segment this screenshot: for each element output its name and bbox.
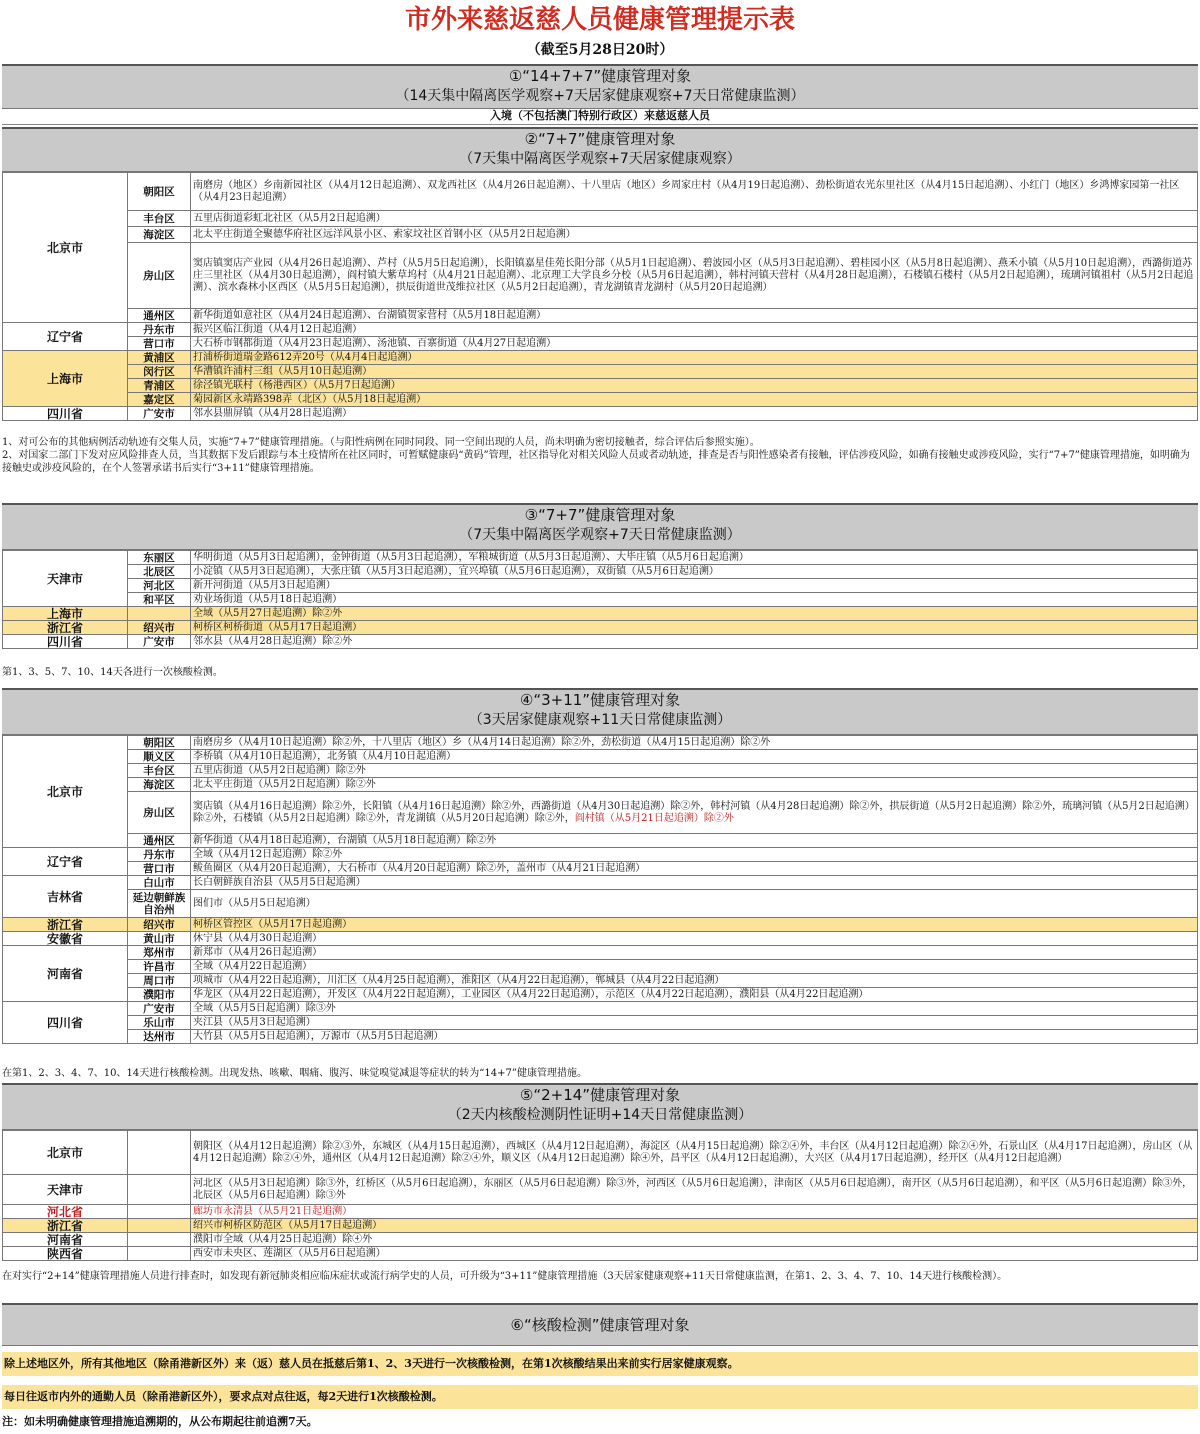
detail-text: 窦店镇窦店产业园（从4月26日起追溯）、芦村（从5月5日起追溯），长阳镇嘉星佳苑长阳分部（从5月1日起追溯）、碧波园小区（从5月3日起追溯）、碧桂园小区（从5月8日起追溯）、燕禾小镇（从5月10日起追溯），西潞街道苏庄三里社区（从4月30日起追溯），阎村镇大紫草坞村（从4月21日起追溯）、北京理工大学良乡分校（从5月6日起追溯），韩村河镇天营村（从4月28日起追溯），石楼镇石楼村（从5月2日起追溯），琉璃河镇祖村（从5月2日起追溯）、滨水森林小区西区（从5月5日起追溯），拱辰街道世茂维拉社区（从5月2日起追溯），青龙湖镇青龙湖村（从5月20日起追溯） [193,257,1194,293]
province-cell: 天津市 [3,1175,128,1205]
detail-text: 新华街道如意社区（从4月24日起追溯）、台湖镇贺家营村（从5月18日起追溯） [193,309,547,321]
section-6-title: ⑥“核酸检测”健康管理对象 [510,1316,690,1334]
detail-text: 夹江县（从5月3日起追溯） [193,1016,316,1028]
detail-text: 五里店街道（从5月2日起追溯）除②外 [193,764,366,776]
province-cell: 四川省 [3,407,128,421]
detail-text: 全域（从4月22日起追溯） [193,960,313,972]
detail-cell [191,988,1198,1002]
city-cell: 许昌市 [128,960,191,974]
city-cell: 丹东市 [128,848,191,862]
detail-text: 邻水县鼎屏镇（从4月28日起追溯） [193,407,353,419]
detail-cell [191,593,1198,607]
region-row [3,764,1198,778]
region-row [3,1247,1198,1261]
region-row [3,974,1198,988]
region-row [3,211,1198,227]
footnote: 注：如未明确健康管理措施追溯期的，从公布期起往前追溯7天。 [2,1415,318,1428]
detail-cell [191,876,1198,890]
detail-cell [191,551,1198,565]
region-row [3,351,1198,365]
detail-cell [191,579,1198,593]
region-row [3,1030,1198,1044]
city-cell [128,1205,191,1219]
section-4-title: ④“3+11”健康管理对象 [519,691,681,709]
detail-cell [191,778,1198,792]
region-row [3,1219,1198,1233]
detail-text: 全域（从4月12日起追溯）除②外 [193,848,343,860]
detail-text: 振兴区临江街道（从4月12日起追溯） [193,323,363,335]
city-cell: 北辰区 [128,565,191,579]
section-1-title: ①“14+7+7”健康管理对象 [508,67,692,85]
region-row [3,876,1198,890]
detail-cell [191,862,1198,876]
province-cell: 天津市 [3,551,128,607]
detail-text: 菊园新区永靖路398弄（北区）（从5月18日起追溯） [193,393,427,405]
detail-text: 休宁县（从4月30日起追溯） [193,932,323,944]
region-row [3,750,1198,764]
province-cell: 安徽省 [3,932,128,946]
city-cell: 营口市 [128,862,191,876]
region-row [3,1016,1198,1030]
detail-cell [191,834,1198,848]
province-cell: 河南省 [3,1233,128,1247]
detail-cell [191,1002,1198,1016]
detail-cell [191,736,1198,750]
section-3-table [2,550,1198,649]
region-row [3,932,1198,946]
detail-text: 绍兴市柯桥区防范区（从5月17日起追溯） [193,1219,383,1231]
city-cell [128,607,191,621]
city-cell: 东丽区 [128,551,191,565]
detail-cell [191,764,1198,778]
region-row [3,579,1198,593]
detail-text: 鲅鱼圈区（从4月20日起追溯），大石桥市（从4月20日起追溯）除②外，盖州市（从4月21日起追溯） [193,862,646,874]
region-row [3,227,1198,243]
city-cell: 闵行区 [128,365,191,379]
detail-cell [191,323,1198,337]
region-row [3,946,1198,960]
province-cell: 北京市 [3,736,128,848]
city-cell: 延边朝鲜族自治州 [128,890,191,918]
detail-text: 全域（从5月27日起追溯）除②外 [193,607,343,619]
detail-cell [191,1247,1198,1261]
detail-text: 新开河街道（从5月3日起追溯） [193,579,336,591]
detail-cell [191,1131,1198,1175]
section-3-note: 第1、3、5、7、10、14天各进行一次核酸检测。 [2,667,223,678]
region-row [3,918,1198,932]
region-row [3,792,1198,834]
province-cell: 陕西省 [3,1247,128,1261]
city-cell: 达州市 [128,1030,191,1044]
region-row [3,736,1198,750]
city-cell: 房山区 [128,792,191,834]
section-3-title: ③“7+7”健康管理对象 [524,506,676,524]
detail-text: 河北区（从5月3日起追溯）除③外，红桥区（从5月6日起追溯），东丽区（从5月6日起追溯）除③外，河西区（从5月6日起追溯），津南区（从5月6日起追溯），南开区（从5月6日起追溯），和平区（从5月6日起追溯）除③外，北辰区（从5月6日起追溯）除③外 [193,1177,1193,1201]
region-row [3,834,1198,848]
detail-text: 南磨房（地区）乡南新园社区（从4月12日起追溯）、双龙西社区（从4月26日起追溯）、十八里店（地区）乡周家庄村（从4月19日起追溯）、劲松街道农光东里社区（从4月15日起追溯）、小红门（地区）乡鸿博家园第一社区（从4月23日起追溯） [193,179,1180,203]
region-row [3,988,1198,1002]
province-cell: 浙江省 [3,621,128,635]
section-1-header [2,64,1198,109]
section-5-note: 在对实行“2+14”健康管理措施人员进行排查时，如发现有新冠肺炎相应临床症状或流行病学史的人员，可升级为“3+11”健康管理措施（3天居家健康观察+11天日常健康监测，在第1、2、3、4、7、10、14天进行核酸检测）。 [2,1271,1008,1282]
city-cell [128,1175,191,1205]
city-cell: 通州区 [128,309,191,323]
province-cell: 上海市 [3,351,128,407]
detail-cell [191,932,1198,946]
region-row [3,778,1198,792]
detail-text: 华龙区（从4月22日起追溯），开发区（从4月22日起追溯），工业园区（从4月22日起追溯），示范区（从4月22日起追溯），濮阳县（从4月22日起追溯） [193,988,869,1000]
detail-cell [191,960,1198,974]
province-cell: 辽宁省 [3,848,128,876]
region-row [3,551,1198,565]
region-row [3,848,1198,862]
detail-text: 濮阳市全域（从4月25日起追溯）除④外 [193,1233,373,1245]
section-2-note-2: 2、对国家二部门下发对应风险排查人员，当其数据下发后跟踪与本土疫情所在社区同时，可暂赋健康码“黄码”管理，社区指导化对相关风险人员或者动轨迹，排查是否与阳性感染者有接触，评估涉疫风险，如确有接触史或涉疫风险，实行“7+7”健康管理措施，如明确为接触史或涉疫风险的，在个人签署承诺书后实行“3+11”健康管理措施。 [2,450,1190,474]
page-subtitle: （截至5月28日20时） [526,42,674,58]
detail-text: 大竹县（从5月5日起追溯），万源市（从5月5日起追溯） [193,1030,444,1042]
city-cell: 青浦区 [128,379,191,393]
province-cell: 四川省 [3,1002,128,1044]
city-cell [128,1233,191,1247]
city-cell [128,1247,191,1261]
detail-text: 长白朝鲜族自治县（从5月5日起追溯） [193,876,366,888]
region-row [3,337,1198,351]
detail-text: 华漕镇许浦村三组（从5月10日起追溯） [193,365,373,377]
detail-cell [191,365,1198,379]
city-cell: 营口市 [128,337,191,351]
province-cell: 辽宁省 [3,323,128,351]
section-3-desc: （7天集中隔离医学观察+7天日常健康监测） [459,527,741,543]
city-cell: 顺义区 [128,750,191,764]
detail-text-highlight: 阎村镇（从5月21日起追溯）除②外 [574,812,734,824]
detail-cell [191,407,1198,421]
detail-cell [191,173,1198,211]
region-row [3,635,1198,649]
city-cell: 郑州市 [128,946,191,960]
city-cell: 广安市 [128,1002,191,1016]
city-cell: 海淀区 [128,778,191,792]
section-6-rule-1: 除上述地区外，所有其他地区（除甬港新区外）来（返）慈人员在抵慈后第1、2、3天进行一次核酸检测，在第1次核酸结果出来前实行居家健康观察。 [2,1352,1198,1376]
section-2-notes [2,436,1198,475]
section-1-desc: （14天集中隔离医学观察+7天居家健康观察+7天日常健康监测） [395,88,805,104]
region-row [3,393,1198,407]
section-5-table [2,1130,1198,1261]
detail-cell [191,750,1198,764]
detail-text: 柯桥区柯桥街道（从5月17日起追溯） [193,621,363,633]
detail-cell [191,1175,1198,1205]
city-cell: 海淀区 [128,227,191,243]
detail-text: 新郑市（从4月26日起追溯） [193,946,323,958]
section-2-note-1: 1、对可公布的其他病例活动轨迹有交集人员，实施“7+7”健康管理措施。（与阳性病例在同时同段、同一空间出现的人员，尚未明确为密切接触者，综合评估后参照实施）。 [2,437,760,448]
detail-cell [191,607,1198,621]
section-3-header [2,503,1198,550]
region-row [3,1002,1198,1016]
detail-text: 北太平庄街道全聚德华府社区远洋风景小区、索家坟社区首钢小区（从5月2日起追溯） [193,228,576,240]
region-row [3,565,1198,579]
detail-text: 徐泾镇光联村（杨港西区）（从5月7日起追溯） [193,379,401,391]
detail-text: 西安市未央区、莲湖区（从5月6日起追溯） [193,1247,386,1259]
region-row [3,1131,1198,1175]
region-row [3,593,1198,607]
province-cell: 北京市 [3,173,128,323]
city-cell: 黄浦区 [128,351,191,365]
detail-cell [191,1016,1198,1030]
section-5-header [2,1083,1198,1130]
section-5-desc: （2天内核酸检测阴性证明+14天日常健康监测） [447,1107,753,1123]
city-cell: 绍兴市 [128,918,191,932]
city-cell: 通州区 [128,834,191,848]
detail-cell [191,918,1198,932]
section-6-rule-2: 每日往返市内外的通勤人员（除甬港新区外），要求点对点往返，每2天进行1次核酸检测。 [2,1385,1198,1409]
region-row [3,173,1198,211]
detail-text: 全域（从5月5日起追溯）除③外 [193,1002,336,1014]
detail-cell [191,946,1198,960]
city-cell: 嘉定区 [128,393,191,407]
detail-text: 南磨房乡（从4月10日起追溯）除②外，十八里店（地区）乡（从4月14日起追溯）除②外，劲松街道（从4月15日起追溯）除②外 [193,736,771,748]
detail-text: 窦店镇（从4月16日起追溯）除②外，长阳镇（从4月16日起追溯）除②外，西潞街道（从4月30日起追溯）除②外，韩村河镇（从4月28日起追溯）除②外，拱辰街道（从5月2日起追溯）除②外，琉璃河镇（从5月2日起追溯）除②外，石楼镇（从5月2日起追溯）除②外，青龙湖镇（从5月20日起追溯）除②外， [193,800,1195,824]
city-cell [128,1131,191,1175]
detail-cell [191,1219,1198,1233]
detail-text: 廊坊市永清县（从5月21日起追溯） [193,1205,353,1217]
region-row [3,960,1198,974]
detail-cell [191,1233,1198,1247]
city-cell: 河北区 [128,579,191,593]
region-row [3,607,1198,621]
detail-text: 北太平庄街道（从5月2日起追溯）除②外 [193,778,376,790]
city-cell [128,1219,191,1233]
region-row [3,1205,1198,1219]
detail-text: 华明街道（从5月3日起追溯），金钟街道（从5月3日起追溯），军粮城街道（从5月3日起追溯）、大毕庄镇（从5月6日起追溯） [193,551,749,563]
province-cell: 浙江省 [3,1219,128,1233]
detail-text: 劝业场街道（从5月18日起追溯） [193,593,343,605]
province-cell: 上海市 [3,607,128,621]
region-row [3,379,1198,393]
city-cell: 濮阳市 [128,988,191,1002]
city-cell: 黄山市 [128,932,191,946]
province-cell: 吉林省 [3,876,128,918]
section-1-row: 入境（不包括澳门特别行政区）来慈返慈人员 [2,108,1198,125]
section-2-desc: （7天集中隔离医学观察+7天居家健康观察） [459,151,741,167]
detail-text: 朝阳区（从4月12日起追溯）除②③外，东城区（从4月15日起追溯），西城区（从4月12日起追溯），海淀区（从4月15日起追溯）除②④外，丰台区（从4月12日起追溯）除②④外，石景山区（从4月17日起追溯），房山区（从4月12日起追溯）除②④外，通州区（从4月12日起追溯）除②④外，顺义区（从4月12日起追溯）除④外，昌平区（从4月12日起追溯），大兴区（从4月17日起追溯），经开区（从4月12日起追溯） [193,1140,1193,1164]
section-5-title: ⑤“2+14”健康管理对象 [519,1086,681,1104]
section-2-table [2,172,1198,421]
region-row [3,862,1198,876]
detail-text: 新华街道（从4月18日起追溯），台湖镇（从5月18日起追溯）除②外 [193,834,497,846]
detail-text: 五里店街道彩虹北社区（从5月2日起追溯） [193,212,386,224]
detail-cell [191,351,1198,365]
detail-text: 大石桥市钢都街道（从4月23日起追溯）、汤池镇、百寨街道（从4月27日起追溯） [193,337,557,349]
city-cell: 广安市 [128,407,191,421]
province-cell: 河南省 [3,946,128,1002]
detail-cell [191,379,1198,393]
detail-cell [191,565,1198,579]
detail-cell [191,974,1198,988]
city-cell: 乐山市 [128,1016,191,1030]
city-cell: 丰台区 [128,764,191,778]
city-cell: 周口市 [128,974,191,988]
section-6-header [2,1303,1198,1346]
section-4-header [2,688,1198,735]
detail-cell [191,792,1198,834]
city-cell: 丹东市 [128,323,191,337]
region-row [3,309,1198,323]
province-cell: 北京市 [3,1131,128,1175]
detail-cell [191,393,1198,407]
province-cell: 四川省 [3,635,128,649]
detail-cell [191,848,1198,862]
detail-text: 打浦桥街道瑞金路612弄20号（从4月4日起追溯） [193,351,418,363]
detail-cell [191,211,1198,227]
city-cell: 丰台区 [128,211,191,227]
city-cell: 朝阳区 [128,173,191,211]
region-row [3,407,1198,421]
detail-text: 图们市（从5月5日起追溯） [193,897,316,909]
province-cell: 浙江省 [3,918,128,932]
region-row [3,1233,1198,1247]
city-cell: 和平区 [128,593,191,607]
section-4-table [2,735,1198,1044]
detail-cell [191,890,1198,918]
detail-text: 李桥镇（从4月10日起追溯），北务镇（从4月10日起追溯） [193,750,457,762]
region-row [3,890,1198,918]
detail-cell [191,337,1198,351]
section-4-note: 在第1、2、3、4、7、10、14天进行核酸检测。出现发热、咳嗽、咽痛、腹泻、味觉嗅觉减退等症状的转为“14+7”健康管理措施。 [2,1068,587,1079]
detail-text: 邻水县（从4月28日起追溯）除②外 [193,635,353,647]
city-cell: 朝阳区 [128,736,191,750]
section-2-title: ②“7+7”健康管理对象 [524,130,676,148]
city-cell: 广安市 [128,635,191,649]
detail-cell [191,243,1198,309]
detail-cell [191,227,1198,243]
detail-cell [191,635,1198,649]
detail-cell [191,1205,1198,1219]
province-cell: 河北省 [3,1205,128,1219]
detail-text: 项城市（从4月22日起追溯），川汇区（从4月25日起追溯），淮阳区（从4月22日起追溯），郸城县（从4月22日起追溯） [193,974,725,986]
detail-cell [191,621,1198,635]
city-cell: 房山区 [128,243,191,309]
section-2-header [2,127,1198,172]
city-cell: 绍兴市 [128,621,191,635]
page-title: 市外来慈返慈人员健康管理提示表 [404,5,795,35]
detail-cell [191,1030,1198,1044]
detail-text: 柯桥区管控区（从5月17日起追溯） [193,918,353,930]
section-4-desc: （3天居家健康观察+11天日常健康监测） [468,712,732,728]
region-row [3,365,1198,379]
detail-text: 小淀镇（从5月3日起追溯），大张庄镇（从5月3日起追溯），宜兴埠镇（从5月6日起追溯），双街镇（从5月6日起追溯） [193,565,719,577]
detail-cell [191,309,1198,323]
region-row [3,1175,1198,1205]
region-row [3,621,1198,635]
region-row [3,323,1198,337]
city-cell: 白山市 [128,876,191,890]
region-row [3,243,1198,309]
